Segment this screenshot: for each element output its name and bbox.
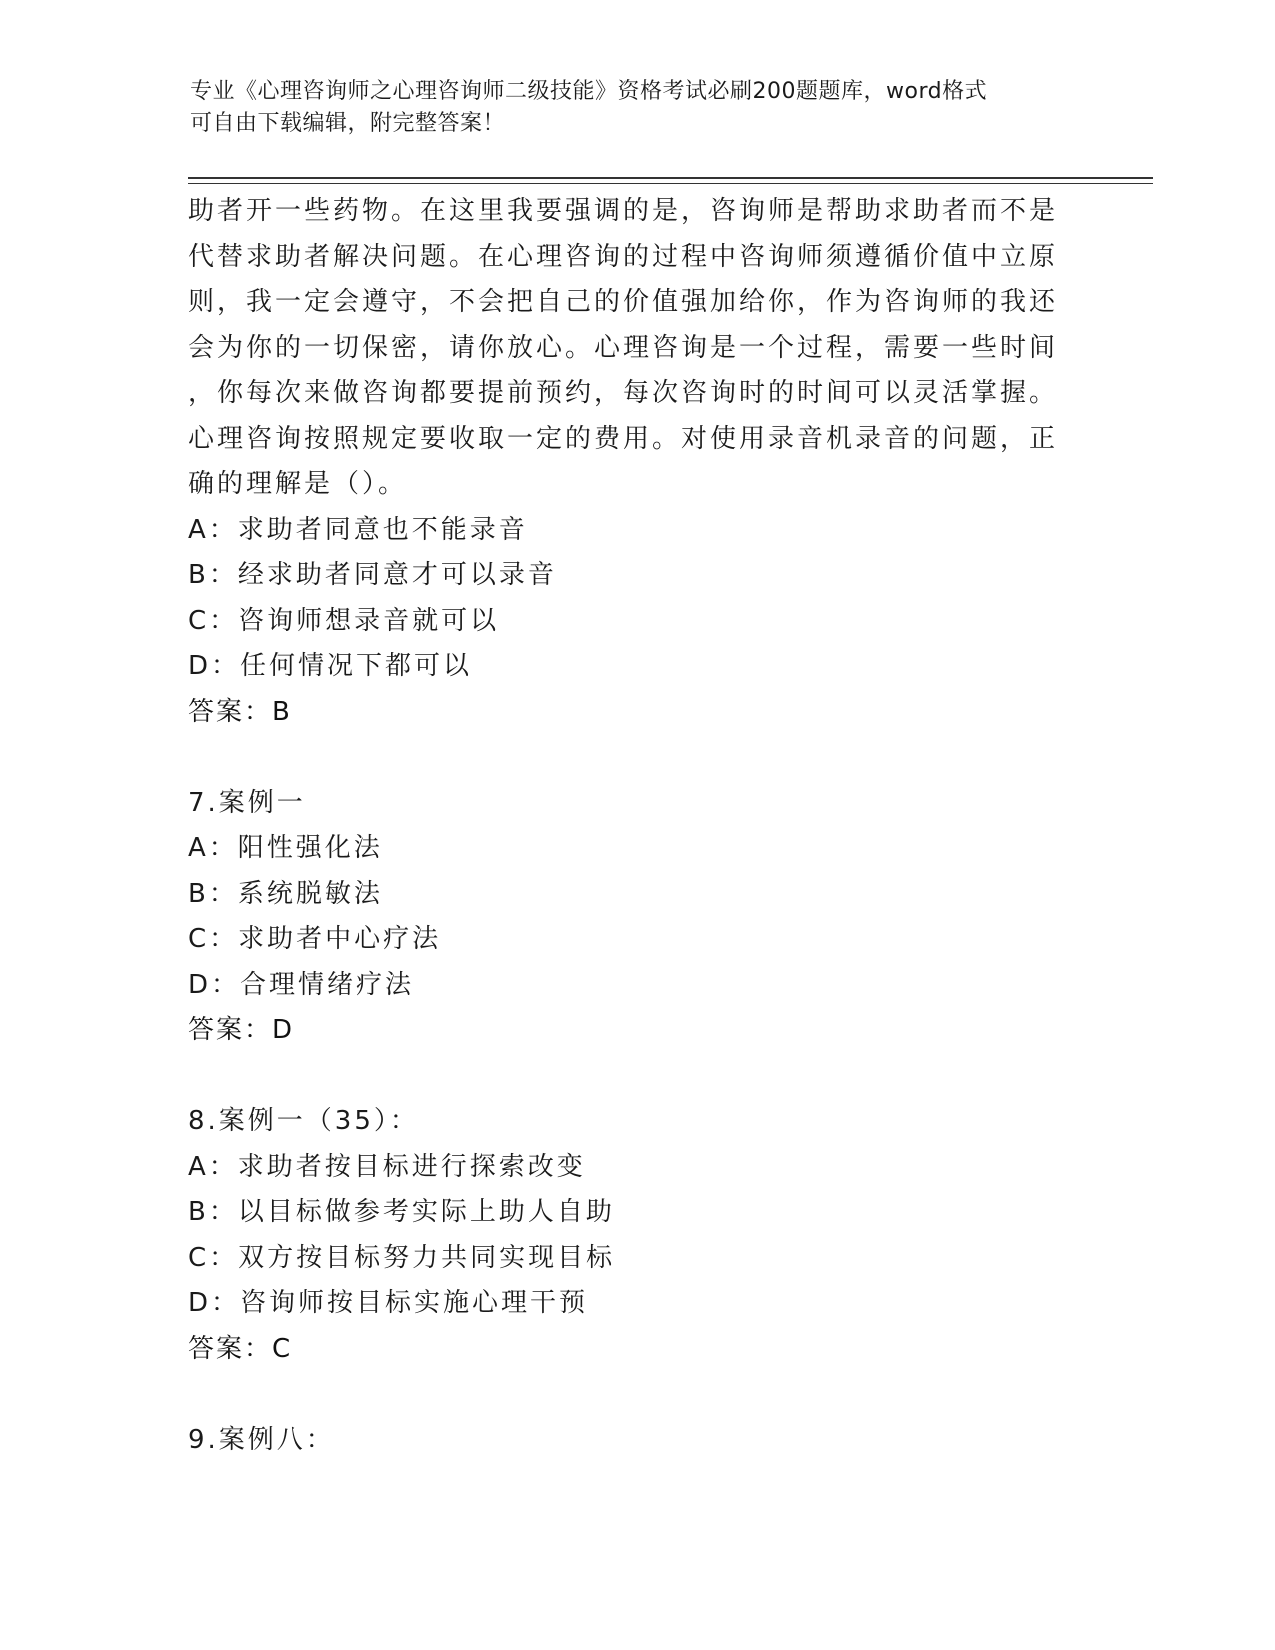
option-d: D：咨询师按目标实施心理干预	[188, 1288, 589, 1318]
header-line-1: 专业《心理咨询师之心理咨询师二级技能》资格考试必刷200题题库，word格式	[190, 79, 988, 104]
header-line-2: 可自由下载编辑，附完整答案！	[190, 111, 506, 136]
question-text-line: 心理咨询按照规定要收取一定的费用。对使用录音机录音的问题，正	[188, 423, 1059, 454]
spacer	[188, 1054, 1088, 1100]
question-title: 9.案例八：	[188, 1424, 335, 1455]
option-c: C：咨询师想录音就可以	[188, 605, 500, 636]
continued-question	[188, 189, 1088, 735]
question-text-line: 会为你的一切保密，请你放心。心理咨询是一个过程，需要一些时间	[188, 332, 1059, 363]
document-body	[188, 189, 1088, 1463]
option-b: B：以目标做参考实际上助人自助	[188, 1197, 615, 1227]
question-7	[188, 781, 1088, 1054]
option-a: A：求助者按目标进行探索改变	[188, 1151, 586, 1182]
question-text-line: 则，我一定会遵守，不会把自己的价值强加给你，作为咨询师的我还	[188, 287, 1059, 317]
spacer	[188, 735, 1088, 781]
question-8	[188, 1099, 1088, 1372]
question-title: 7.案例一	[188, 787, 306, 818]
option-a: A：求助者同意也不能录音	[188, 514, 528, 545]
answer-line: 答案：B	[188, 696, 292, 727]
question-text-line: 代替求助者解决问题。在心理咨询的过程中咨询师须遵循价值中立原	[188, 241, 1059, 272]
option-d: D：任何情况下都可以	[188, 651, 473, 681]
header-rule-thin	[188, 183, 1153, 184]
question-9	[188, 1418, 1088, 1464]
option-d: D：合理情绪疗法	[188, 969, 415, 1000]
option-b: B：系统脱敏法	[188, 878, 383, 909]
question-text-line: 助者开一些药物。在这里我要强调的是，咨询师是帮助求助者而不是	[188, 196, 1059, 226]
question-text-line: 确的理解是（）。	[188, 469, 408, 499]
answer-line: 答案：D	[188, 1015, 295, 1045]
option-b: B：经求助者同意才可以录音	[188, 560, 557, 590]
spacer	[188, 1372, 1088, 1418]
header-rule-thick	[188, 177, 1153, 179]
answer-line: 答案：C	[188, 1333, 293, 1364]
question-text-line: ，你每次来做咨询都要提前预约，每次咨询时的时间可以灵活掌握。	[188, 378, 1059, 408]
question-title: 8.案例一（35）：	[188, 1106, 419, 1136]
option-c: C：求助者中心疗法	[188, 924, 442, 954]
page-header	[190, 76, 1090, 140]
option-c: C：双方按目标努力共同实现目标	[188, 1242, 616, 1273]
option-a: A：阳性强化法	[188, 833, 383, 863]
